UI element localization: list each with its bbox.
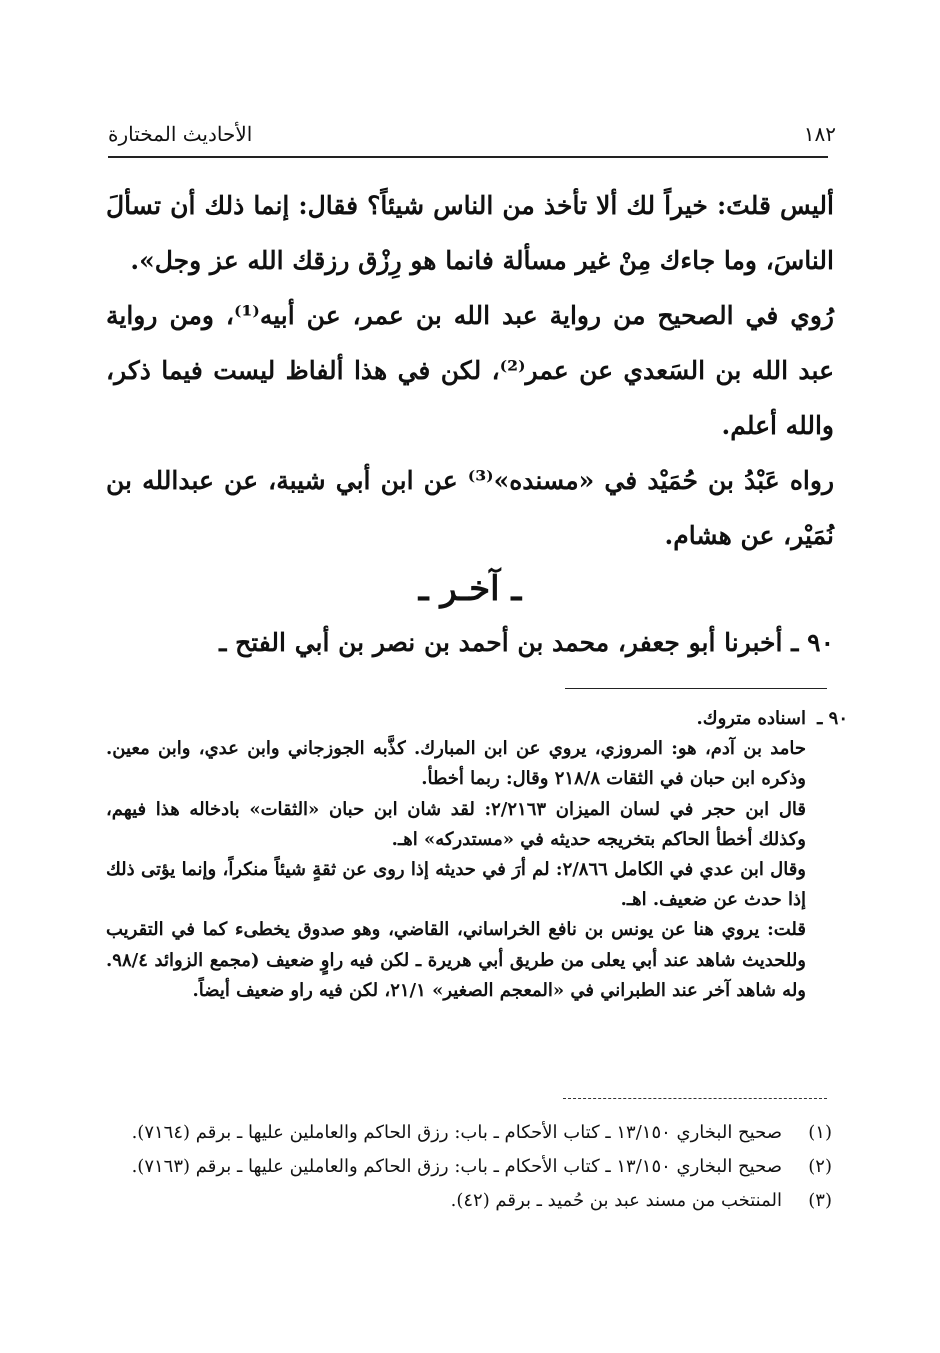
hadith-90-line: ٩٠ ـ أخبرنا أبو جعفر، محمد بن أحمد بن نصر بن أبي الفتح ـ: [219, 628, 834, 657]
footnote-number: (٣): [808, 1190, 832, 1211]
footnote-number: (٢): [808, 1156, 832, 1177]
running-title: الأحاديث المختارة: [108, 122, 253, 146]
footnote-text: صحيح البخاري ١٣/١٥٠ ـ كتاب الأحكام ـ باب: رزق الحاكم والعاملين عليها ـ برقم (٧١٦٣).: [131, 1156, 782, 1177]
footnote-text: صحيح البخاري ١٣/١٥٠ ـ كتاب الأحكام ـ باب: رزق الحاكم والعاملين عليها ـ برقم (٧١٦٤).: [131, 1122, 782, 1143]
header-divider: [108, 156, 828, 158]
commentary-number: ٩٠ ـ: [817, 708, 848, 729]
commentary-line: اسناده متروك.: [696, 708, 806, 729]
main-text: [106, 178, 834, 670]
page-number: ١٨٢: [803, 122, 836, 146]
commentary-line: حامد بن آدم، هو: المروزي، يروي عن ابن المبارك. كذَّبه الجوزجاني وابن عدي، وابن معين. وذكره ابن حبان في الثقات ٢١٨/٨ وقال: ربما أخطأ.: [106, 738, 806, 790]
footnote-text: المنتخب من مسند عبد بن حُميد ـ برقم (٤٢).: [450, 1190, 782, 1211]
paragraph-2: رُوي في الصحيح من رواية عبد الله بن عمر، عن أبيه⁽¹⁾، ومن رواية عبد الله بن السَعدي عن عمر⁽²⁾، لكن في هذا ألفاظ ليست فيما ذكر، والله أعلم.: [106, 301, 834, 440]
footnote-number: (١): [808, 1122, 832, 1143]
commentary-line: وقال ابن عدي في الكامل ٢/٨٦٦: لم أرَ في حديثه إذا روى عن ثقةٍ شيئاً منكراً، وإنما يؤتى ذلك إذا حدث عن ضعيف. اهـ.: [106, 859, 806, 911]
page-header: [108, 112, 836, 146]
section-heading: ـ آخـر ـ: [418, 569, 522, 609]
footnote-item: [110, 1152, 832, 1182]
commentary-block: [106, 704, 848, 1006]
footnotes: [110, 1118, 832, 1220]
footnote-item: [110, 1118, 832, 1148]
footnote-item: [110, 1186, 832, 1216]
commentary-line: قال ابن حجر في لسان الميزان ٢/٢١٦٣: لقد شان ابن حبان «الثقات» بادخاله هذا فيهم، وكذلك أخطأ الحاكم بتخريجه حديثه في «مستدركه» اهـ.: [106, 798, 806, 850]
paragraph-3: رواه عَبْدُ بن حُمَيْد في «مسنده»⁽³⁾ عن ابن أبي شيبة، عن عبدالله بن نُمَيْر، عن هشام.: [106, 466, 835, 550]
commentary-line: قلت: يروي هنا عن يونس بن نافع الخراساني، القاضي، وهو صدوق يخطىء كما في التقريب وللحديث شاهد عند أبي يعلى من طريق أبي هريرة ـ لكن فيه راوٍ ضعيف (مجمع الزوائد ٩٨/٤. وله شاهد آخر عند الطبراني في «المعجم الصغير» ٢١/١، لكن فيه راو ضعيف أيضاً.: [106, 919, 806, 1001]
text-divider: [565, 688, 827, 689]
paragraph-1: أليس قلتَ: خيراً لك ألا تأخذ من الناس شيئاً؟ فقال: إنما ذلك أن تسألَ الناسَ، وما جاءك مِنْ غير مسألة فانما هو رِزْق رزقك الله عز وجل».: [106, 191, 834, 275]
footnote-divider: [563, 1098, 827, 1099]
